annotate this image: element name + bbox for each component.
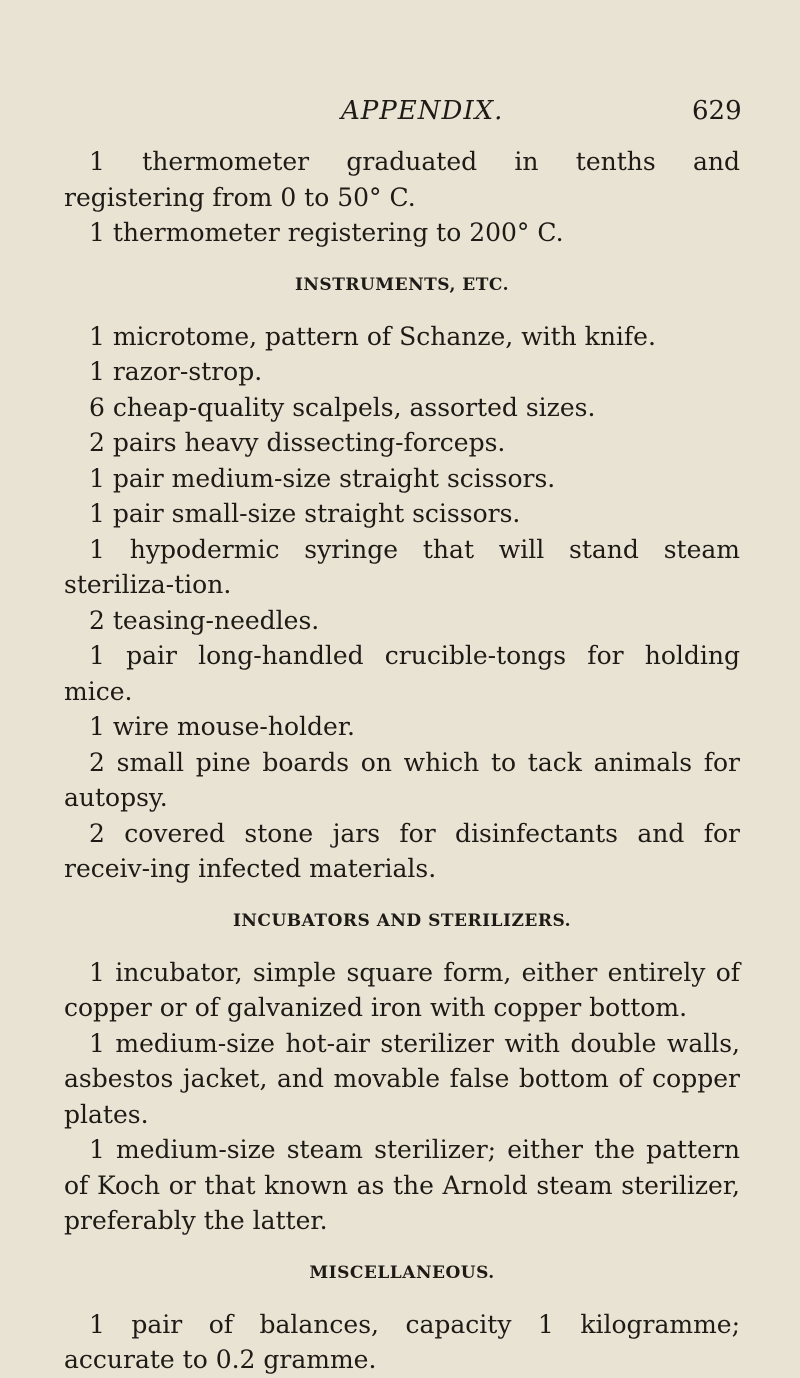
section-heading-incubators: INCUBATORS AND STERILIZERS. [232,910,572,931]
list-item: 2 small pine boards on which to tack animals for autopsy. [64,747,740,812]
list-item: 1 incubator, simple square form, either entirely of copper or of galvanized iron with copper bottom. [64,957,740,1022]
page-body [64,144,740,1378]
list-item: 1 thermometer registering to 200° C. [89,218,564,247]
list-item: 1 pair medium-size straight scissors. [89,463,556,493]
list-item: 2 pairs heavy dissecting-forceps. [89,428,506,457]
list-item: 1 thermometer graduated in tenths and registering from 0 to 50° C. [64,147,740,212]
list-item: 2 teasing-needles. [89,605,320,635]
section-heading-miscellaneous: MISCELLANEOUS. [309,1262,495,1283]
list-item: 1 razor-strop. [89,357,263,386]
page-number: 629 [692,96,742,126]
list-item: 1 pair small-size straight scissors. [89,499,521,528]
list-item: 1 hypodermic syringe that will stand steam steriliza-tion. [64,534,740,599]
list-item: 6 cheap-quality scalpels, assorted sizes. [89,392,596,422]
list-item: 1 pair of balances, capacity 1 kilogramme; accurate to 0.2 gramme. [64,1309,740,1374]
list-item: 1 wire mouse-holder. [89,712,355,741]
list-item: 1 microtome, pattern of Schanze, with knife. [89,321,656,351]
list-item: 1 medium-size hot-air sterilizer with double walls, asbestos jacket, and movable false bottom of copper plates. [64,1028,740,1129]
list-item: 1 medium-size steam sterilizer; either the pattern of Koch or that known as the Arnold steam sterilizer, preferably the latter. [64,1135,740,1235]
list-item: 1 pair long-handled crucible-tongs for holding mice. [64,641,740,706]
section-heading-instruments: INSTRUMENTS, ETC. [294,274,510,295]
running-head [0,96,800,132]
running-title: APPENDIX. [341,96,504,126]
list-item: 2 covered stone jars for disinfectants and for receiv-ing infected materials. [64,818,740,883]
